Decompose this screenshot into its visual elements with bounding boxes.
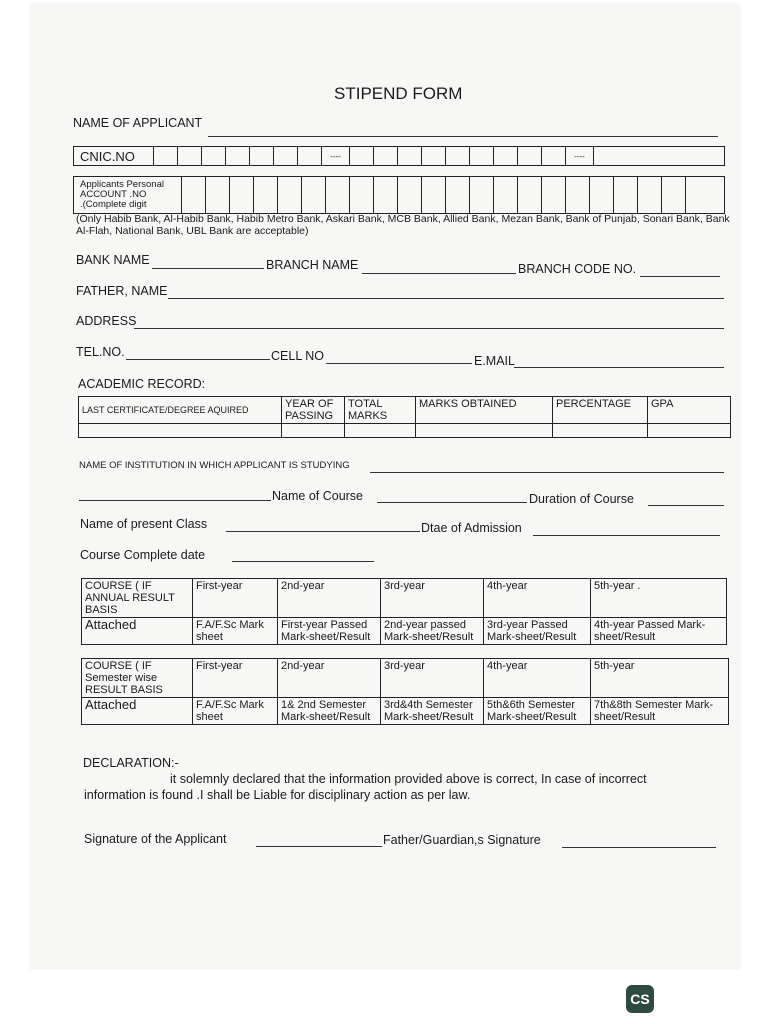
semester-doc: 5th&6th Semester Mark-sheet/Result: [484, 698, 591, 725]
cnic-digit-box[interactable]: [374, 147, 398, 165]
account-digit-box[interactable]: [206, 177, 230, 213]
account-label-line: .(Complete digit: [80, 199, 147, 210]
address-label: ADDRESS: [76, 314, 137, 328]
academic-cell[interactable]: [345, 424, 416, 438]
academic-header: PERCENTAGE: [553, 397, 648, 424]
annual-doc: First-year Passed Mark-sheet/Result: [278, 618, 381, 645]
branch-name-field[interactable]: [362, 273, 516, 274]
account-digit-box[interactable]: [278, 177, 302, 213]
cnic-dash: ----: [566, 147, 594, 165]
annual-doc: 4th-year Passed Mark-sheet/Result: [591, 618, 727, 645]
present-class-field[interactable]: [226, 531, 420, 532]
cnic-digit-box[interactable]: [202, 147, 226, 165]
semester-year: 3rd-year: [381, 659, 484, 698]
cnic-digit-box[interactable]: [446, 147, 470, 165]
account-digit-box[interactable]: [254, 177, 278, 213]
branch-code-label: BRANCH CODE NO.: [518, 262, 637, 276]
declaration-line: it solemnly declared that the information provided above is correct, In case of incorrect: [170, 772, 647, 786]
cell-label: CELL NO: [271, 349, 325, 363]
guardian-signature-field[interactable]: [562, 847, 716, 848]
email-field[interactable]: [514, 367, 724, 368]
account-digit-box[interactable]: [446, 177, 470, 213]
account-digit-box[interactable]: [566, 177, 590, 213]
admission-date-label: Dtae of Admission: [421, 521, 522, 535]
account-label: [74, 177, 182, 213]
account-digit-box[interactable]: [422, 177, 446, 213]
account-digit-box[interactable]: [230, 177, 254, 213]
semester-doc: 1& 2nd Semester Mark-sheet/Result: [278, 698, 381, 725]
academic-header: TOTAL MARKS: [345, 397, 416, 424]
semester-doc: F.A/F.Sc Mark sheet: [193, 698, 278, 725]
annual-year: 5th-year .: [591, 579, 727, 618]
camscanner-logo: CS: [626, 985, 654, 1013]
cnic-digit-box[interactable]: [178, 147, 202, 165]
bank-note: (Only Habib Bank, Al-Habib Bank, Habib Metro Bank, Askari Bank, MCB Bank, Allied Bank, Mezan Bank, Bank of Punjab, Sonari Bank, Bank Al-Flah, National Bank, UBL Bank are acceptable): [76, 213, 730, 237]
academic-cell[interactable]: [553, 424, 648, 438]
bank-name-label: BANK NAME: [76, 253, 150, 267]
cnic-digit-box[interactable]: [250, 147, 274, 165]
applicant-name-field[interactable]: [208, 136, 718, 137]
account-digit-box[interactable]: [542, 177, 566, 213]
institution-field-continued[interactable]: [79, 500, 271, 501]
tel-label: TEL.NO.: [76, 345, 125, 359]
semester-table-head: COURSE ( IF Semester wise RESULT BASIS: [82, 659, 193, 698]
annual-table-head: COURSE ( IF ANNUAL RESULT BASIS: [82, 579, 193, 618]
declaration-label: DECLARATION:-: [83, 756, 179, 770]
cnic-digit-box[interactable]: [518, 147, 542, 165]
academic-header: YEAR OF PASSING: [282, 397, 345, 424]
account-digit-box[interactable]: [302, 177, 326, 213]
academic-cell[interactable]: [282, 424, 345, 438]
course-name-field[interactable]: [377, 502, 527, 503]
annual-year: First-year: [193, 579, 278, 618]
course-duration-field[interactable]: [648, 505, 724, 506]
cnic-digit-box[interactable]: [398, 147, 422, 165]
cnic-digit-box[interactable]: [226, 147, 250, 165]
branch-code-field[interactable]: [640, 276, 720, 277]
academic-cell[interactable]: [648, 424, 731, 438]
account-label-line: Applicants Personal: [80, 179, 164, 190]
address-field[interactable]: [134, 328, 724, 329]
tel-field[interactable]: [126, 359, 270, 360]
cnic-digit-box[interactable]: [494, 147, 518, 165]
account-digit-box[interactable]: [638, 177, 662, 213]
cnic-digit-box[interactable]: [470, 147, 494, 165]
present-class-label: Name of present Class: [80, 517, 208, 531]
account-digit-box[interactable]: [350, 177, 374, 213]
academic-cell[interactable]: [416, 424, 553, 438]
academic-header: GPA: [648, 397, 731, 424]
annual-doc: 2nd-year passed Mark-sheet/Result: [381, 618, 484, 645]
cnic-label: CNIC.NO: [74, 147, 154, 165]
semester-year: 4th-year: [484, 659, 591, 698]
semester-doc: 7th&8th Semester Mark-sheet/Result: [591, 698, 729, 725]
account-digit-box[interactable]: [182, 177, 206, 213]
father-name-field[interactable]: [168, 298, 724, 299]
cnic-digit-box[interactable]: [350, 147, 374, 165]
cnic-digit-box[interactable]: [594, 147, 626, 165]
annual-year: 4th-year: [484, 579, 591, 618]
cnic-digit-box[interactable]: [274, 147, 298, 165]
course-duration-label: Duration of Course: [529, 492, 634, 506]
account-digit-box[interactable]: [518, 177, 542, 213]
account-boxes[interactable]: [73, 176, 725, 214]
annual-doc: 3rd-year Passed Mark-sheet/Result: [484, 618, 591, 645]
account-digit-box[interactable]: [686, 177, 708, 213]
account-digit-box[interactable]: [326, 177, 350, 213]
cnic-dash: ----: [322, 147, 350, 165]
applicant-signature-field[interactable]: [256, 846, 382, 847]
cell-field[interactable]: [326, 363, 472, 364]
semester-result-table: [81, 658, 729, 725]
cnic-digit-box[interactable]: [422, 147, 446, 165]
academic-cell[interactable]: [79, 424, 282, 438]
annual-result-table: [81, 578, 727, 645]
cnic-digit-box[interactable]: [154, 147, 178, 165]
email-label: E.MAIL: [474, 354, 515, 368]
cnic-boxes[interactable]: [73, 146, 725, 166]
semester-year: First-year: [193, 659, 278, 698]
bank-name-field[interactable]: [152, 268, 264, 269]
semester-year: 5th-year: [591, 659, 729, 698]
academic-header: LAST CERTIFICATE/DEGREE AQUIRED: [79, 397, 282, 424]
declaration-line: information is found .I shall be Liable for disciplinary action as per law.: [84, 788, 471, 802]
father-name-label: FATHER, NAME: [76, 284, 168, 298]
annual-year: 2nd-year: [278, 579, 381, 618]
course-complete-field[interactable]: [232, 561, 374, 562]
course-complete-label: Course Complete date: [80, 548, 206, 562]
branch-name-label: BRANCH NAME: [266, 258, 359, 272]
institution-label: NAME OF INSTITUTION IN WHICH APPLICANT IS STUDYING: [79, 460, 350, 471]
semester-year: 2nd-year: [278, 659, 381, 698]
admission-date-field[interactable]: [533, 535, 720, 536]
guardian-signature-label: Father/Guardian,s Signature: [383, 833, 541, 847]
cnic-digit-box[interactable]: [542, 147, 566, 165]
academic-record-table: [78, 396, 731, 438]
account-digit-box[interactable]: [470, 177, 494, 213]
course-name-label: Name of Course: [272, 489, 364, 503]
account-digit-box[interactable]: [374, 177, 398, 213]
academic-header: MARKS OBTAINED: [416, 397, 553, 424]
semester-row-label: Attached: [82, 698, 193, 725]
account-digit-box[interactable]: [662, 177, 686, 213]
applicant-name-label: NAME OF APPLICANT: [73, 116, 203, 130]
account-digit-box[interactable]: [398, 177, 422, 213]
applicant-signature-label: Signature of the Applicant: [84, 832, 227, 846]
semester-doc: 3rd&4th Semester Mark-sheet/Result: [381, 698, 484, 725]
annual-doc: F.A/F.Sc Mark sheet: [193, 618, 278, 645]
institution-field[interactable]: [370, 472, 724, 473]
account-label-line: ACCOUNT .NO: [80, 189, 147, 200]
academic-record-label: ACADEMIC RECORD:: [78, 377, 206, 391]
cnic-digit-box[interactable]: [298, 147, 322, 165]
annual-row-label: Attached: [82, 618, 193, 645]
account-digit-box[interactable]: [494, 177, 518, 213]
account-digit-box[interactable]: [614, 177, 638, 213]
annual-year: 3rd-year: [381, 579, 484, 618]
account-digit-box[interactable]: [590, 177, 614, 213]
form-title: STIPEND FORM: [334, 84, 463, 103]
